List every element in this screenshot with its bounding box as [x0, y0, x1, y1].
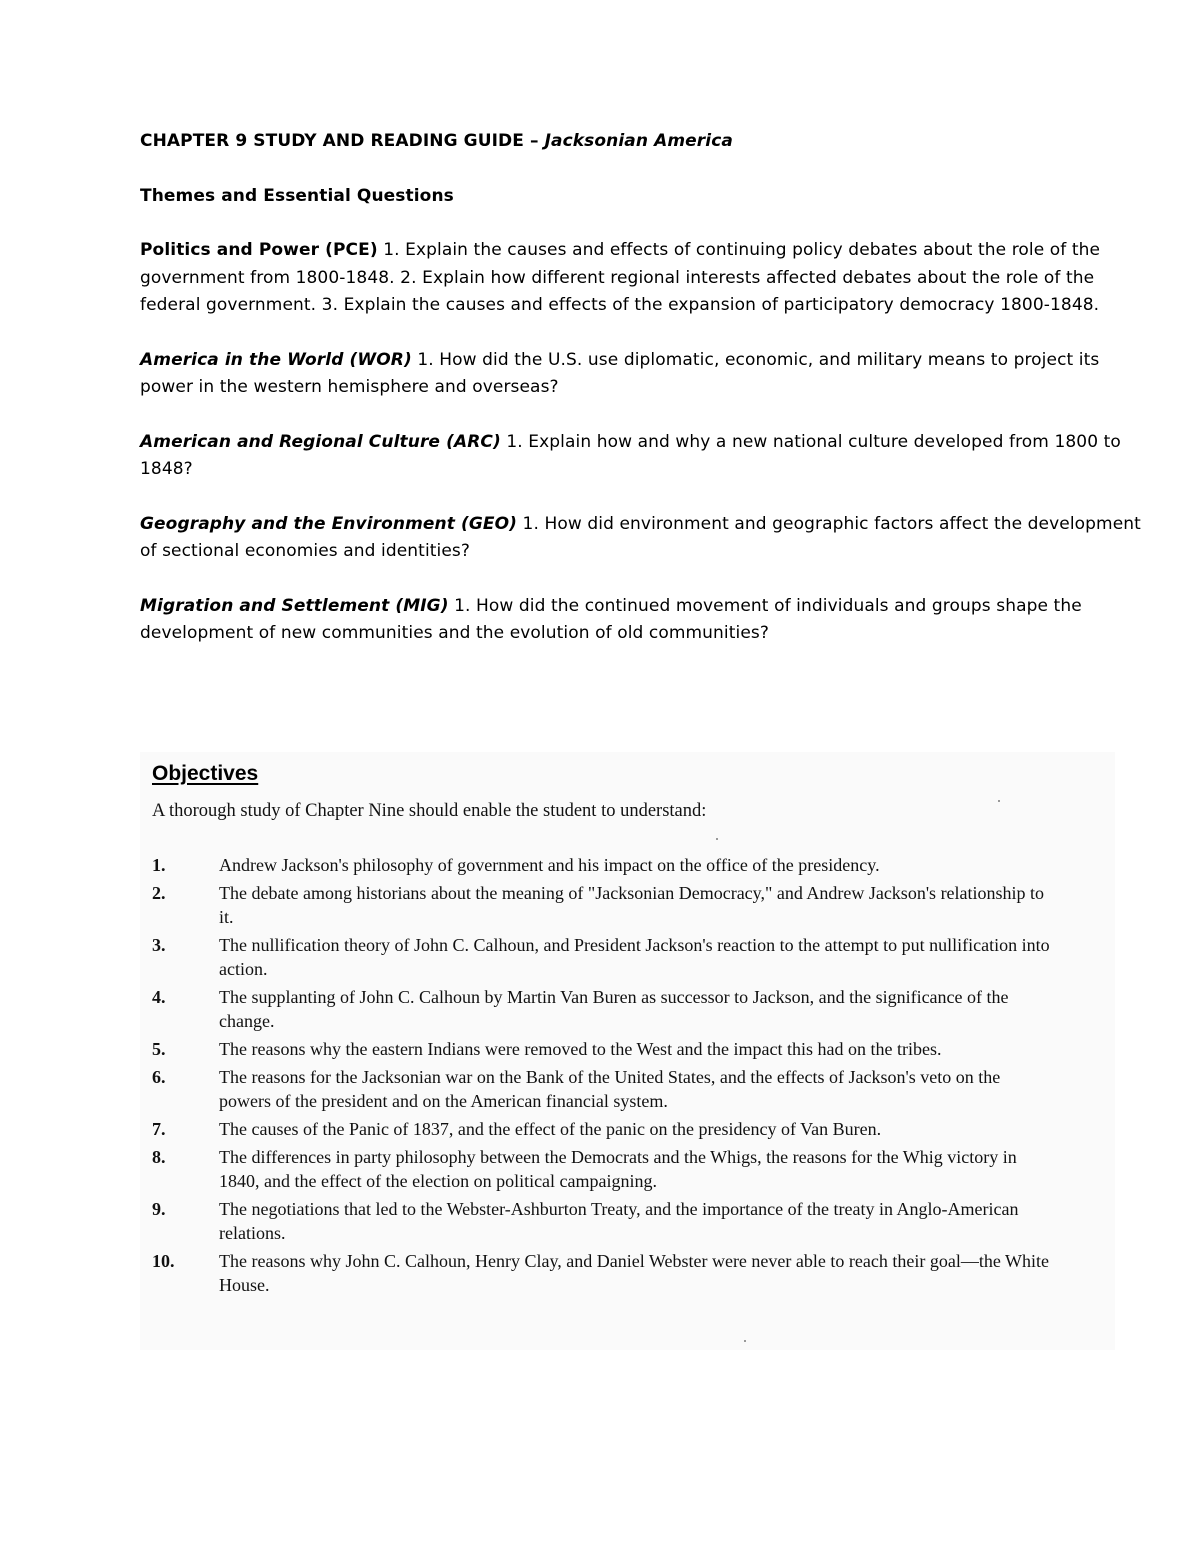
objective-number: 1.: [152, 855, 166, 875]
objective-item: [152, 1197, 1052, 1245]
objective-text: The differences in party philosophy between the Democrats and the Whigs, the reasons for the Whig victory in 1840, and the effect of the election on political campaigning.: [219, 1147, 1017, 1191]
theme-text: 1. Explain the causes and effects of continuing policy debates about the role of the government from 1800-1848. 2. Explain how different regional interests affected debates about the role of the federal government. 3. Explain the causes and effects of the expansion of participatory democracy 1800-1848.: [140, 240, 1101, 315]
objective-number: 5.: [152, 1039, 166, 1059]
theme-pce: [140, 237, 1150, 320]
theme-arc: [140, 429, 1150, 484]
theme-wor: [140, 347, 1150, 402]
theme-text: 1. How did the U.S. use diplomatic, economic, and military means to project its power in the western hemisphere and overseas?: [140, 349, 1100, 397]
objective-number: 9.: [152, 1199, 166, 1219]
objective-text: Andrew Jackson's philosophy of government and his impact on the office of the presidency.: [219, 855, 880, 875]
objective-text: The nullification theory of John C. Calhoun, and President Jackson's reaction to the attempt to put nullification into action.: [219, 935, 1050, 979]
theme-geo: [140, 511, 1150, 566]
objective-number: 6.: [152, 1067, 166, 1087]
objective-item: [152, 1037, 1052, 1061]
objectives-intro: A thorough study of Chapter Nine should enable the student to understand:: [152, 801, 707, 821]
objectives-list: [152, 853, 1052, 1301]
scan-speck: [998, 800, 1000, 802]
title-main: CHAPTER 9 STUDY AND READING GUIDE –: [140, 131, 545, 151]
theme-label: Migration and Settlement (MIG): [140, 595, 449, 616]
objective-number: 4.: [152, 987, 166, 1007]
objective-text: The reasons why the eastern Indians were removed to the West and the impact this had on the tribes.: [219, 1039, 942, 1059]
theme-label: Geography and the Environment (GEO): [140, 513, 518, 534]
page-title: [140, 128, 1150, 156]
theme-text: 1. How did the continued movement of individuals and groups shape the development of new communities and the evolution of old communities?: [140, 595, 1082, 643]
objectives-heading: Objectives: [152, 762, 259, 785]
objective-number: 7.: [152, 1119, 166, 1139]
objective-item: [152, 1249, 1052, 1297]
objective-text: The negotiations that led to the Webster-Ashburton Treaty, and the importance of the treaty in Anglo-American relations.: [219, 1199, 1019, 1243]
theme-label: America in the World (WOR): [140, 349, 412, 370]
scan-speck: [744, 1340, 746, 1342]
scan-speck: [716, 838, 718, 840]
objective-item: [152, 1065, 1052, 1113]
objective-number: 10.: [152, 1251, 175, 1271]
objective-item: [152, 1145, 1052, 1193]
objective-text: The reasons for the Jacksonian war on the Bank of the United States, and the effects of Jackson's veto on the powers of the president and on the American financial system.: [219, 1067, 1001, 1111]
objective-text: The supplanting of John C. Calhoun by Martin Van Buren as successor to Jackson, and the significance of the change.: [219, 987, 1009, 1031]
theme-label: American and Regional Culture (ARC): [140, 431, 501, 452]
objective-text: The debate among historians about the meaning of "Jacksonian Democracy," and Andrew Jackson's relationship to it.: [219, 883, 1045, 927]
theme-label: Politics and Power (PCE): [140, 240, 378, 260]
objective-number: 8.: [152, 1147, 166, 1167]
objective-item: [152, 985, 1052, 1033]
theme-text: 1. How did environment and geographic factors affect the development of sectional economies and identities?: [140, 513, 1141, 561]
objective-item: [152, 881, 1052, 929]
theme-text: 1. Explain how and why a new national culture developed from 1800 to 1848?: [140, 431, 1121, 479]
study-guide: [140, 128, 1150, 675]
objective-text: The reasons why John C. Calhoun, Henry Clay, and Daniel Webster were never able to reach their goal—the White House.: [219, 1251, 1049, 1295]
themes-heading: Themes and Essential Questions: [140, 185, 454, 206]
title-subject: Jacksonian America: [544, 131, 733, 151]
objective-item: [152, 853, 1052, 877]
objective-number: 3.: [152, 935, 166, 955]
objective-number: 2.: [152, 883, 166, 903]
theme-mig: [140, 593, 1150, 648]
objectives-scan: [140, 752, 1115, 1350]
objective-text: The causes of the Panic of 1837, and the effect of the panic on the presidency of Van Buren.: [219, 1119, 882, 1139]
objective-item: [152, 1117, 1052, 1141]
objective-item: [152, 933, 1052, 981]
